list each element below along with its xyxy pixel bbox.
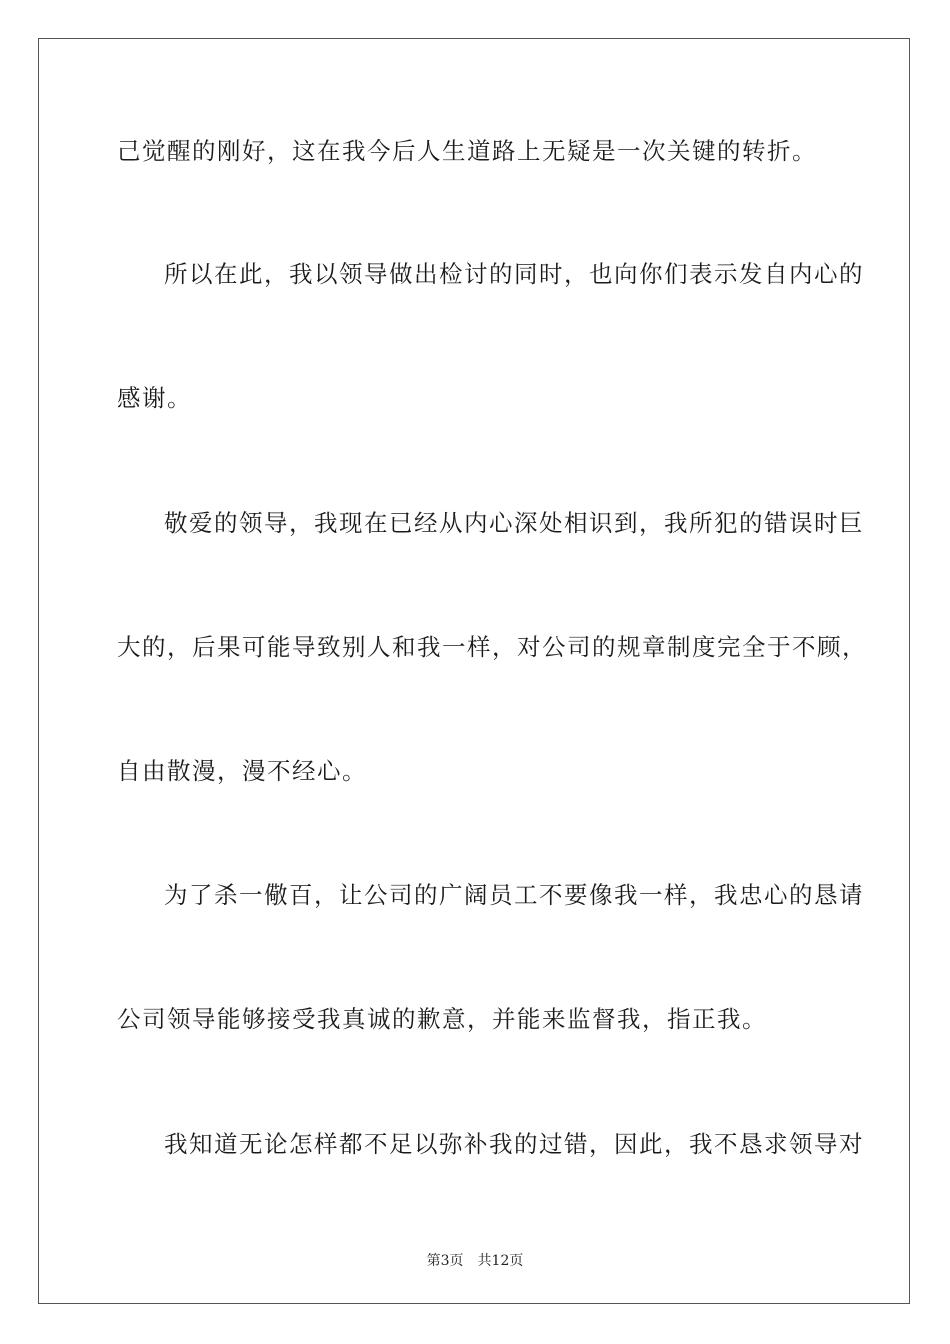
text-line-5: 大的，后果可能导致别人和我一样，对公司的规章制度完全于不顾，: [117, 633, 867, 661]
text-line-9: 我知道无论怎样都不足以弥补我的过错，因此，我不恳求领导对: [164, 1130, 864, 1158]
text-line-2: 所以在此，我以领导做出检讨的同时，也向你们表示发自内心的: [164, 260, 864, 288]
page-border: [38, 38, 910, 1304]
text-line-6: 自由散漫，漫不经心。: [117, 757, 367, 785]
text-line-3: 感谢。: [117, 384, 192, 412]
text-line-7: 为了杀一儆百，让公司的广阔员工不要像我一样，我忠心的恳请: [164, 881, 864, 909]
text-line-8: 公司领导能够接受我真诚的歉意，并能来监督我，指正我。: [117, 1005, 767, 1033]
page-number: 第3页: [426, 1253, 464, 1269]
page-total: 共12页: [477, 1253, 524, 1269]
text-line-1: 己觉醒的刚好，这在我今后人生道路上无疑是一次关键的转折。: [117, 137, 817, 165]
page-footer: [0, 1250, 950, 1270]
text-line-4: 敬爱的领导，我现在已经从内心深处相识到，我所犯的错误时巨: [164, 509, 864, 537]
